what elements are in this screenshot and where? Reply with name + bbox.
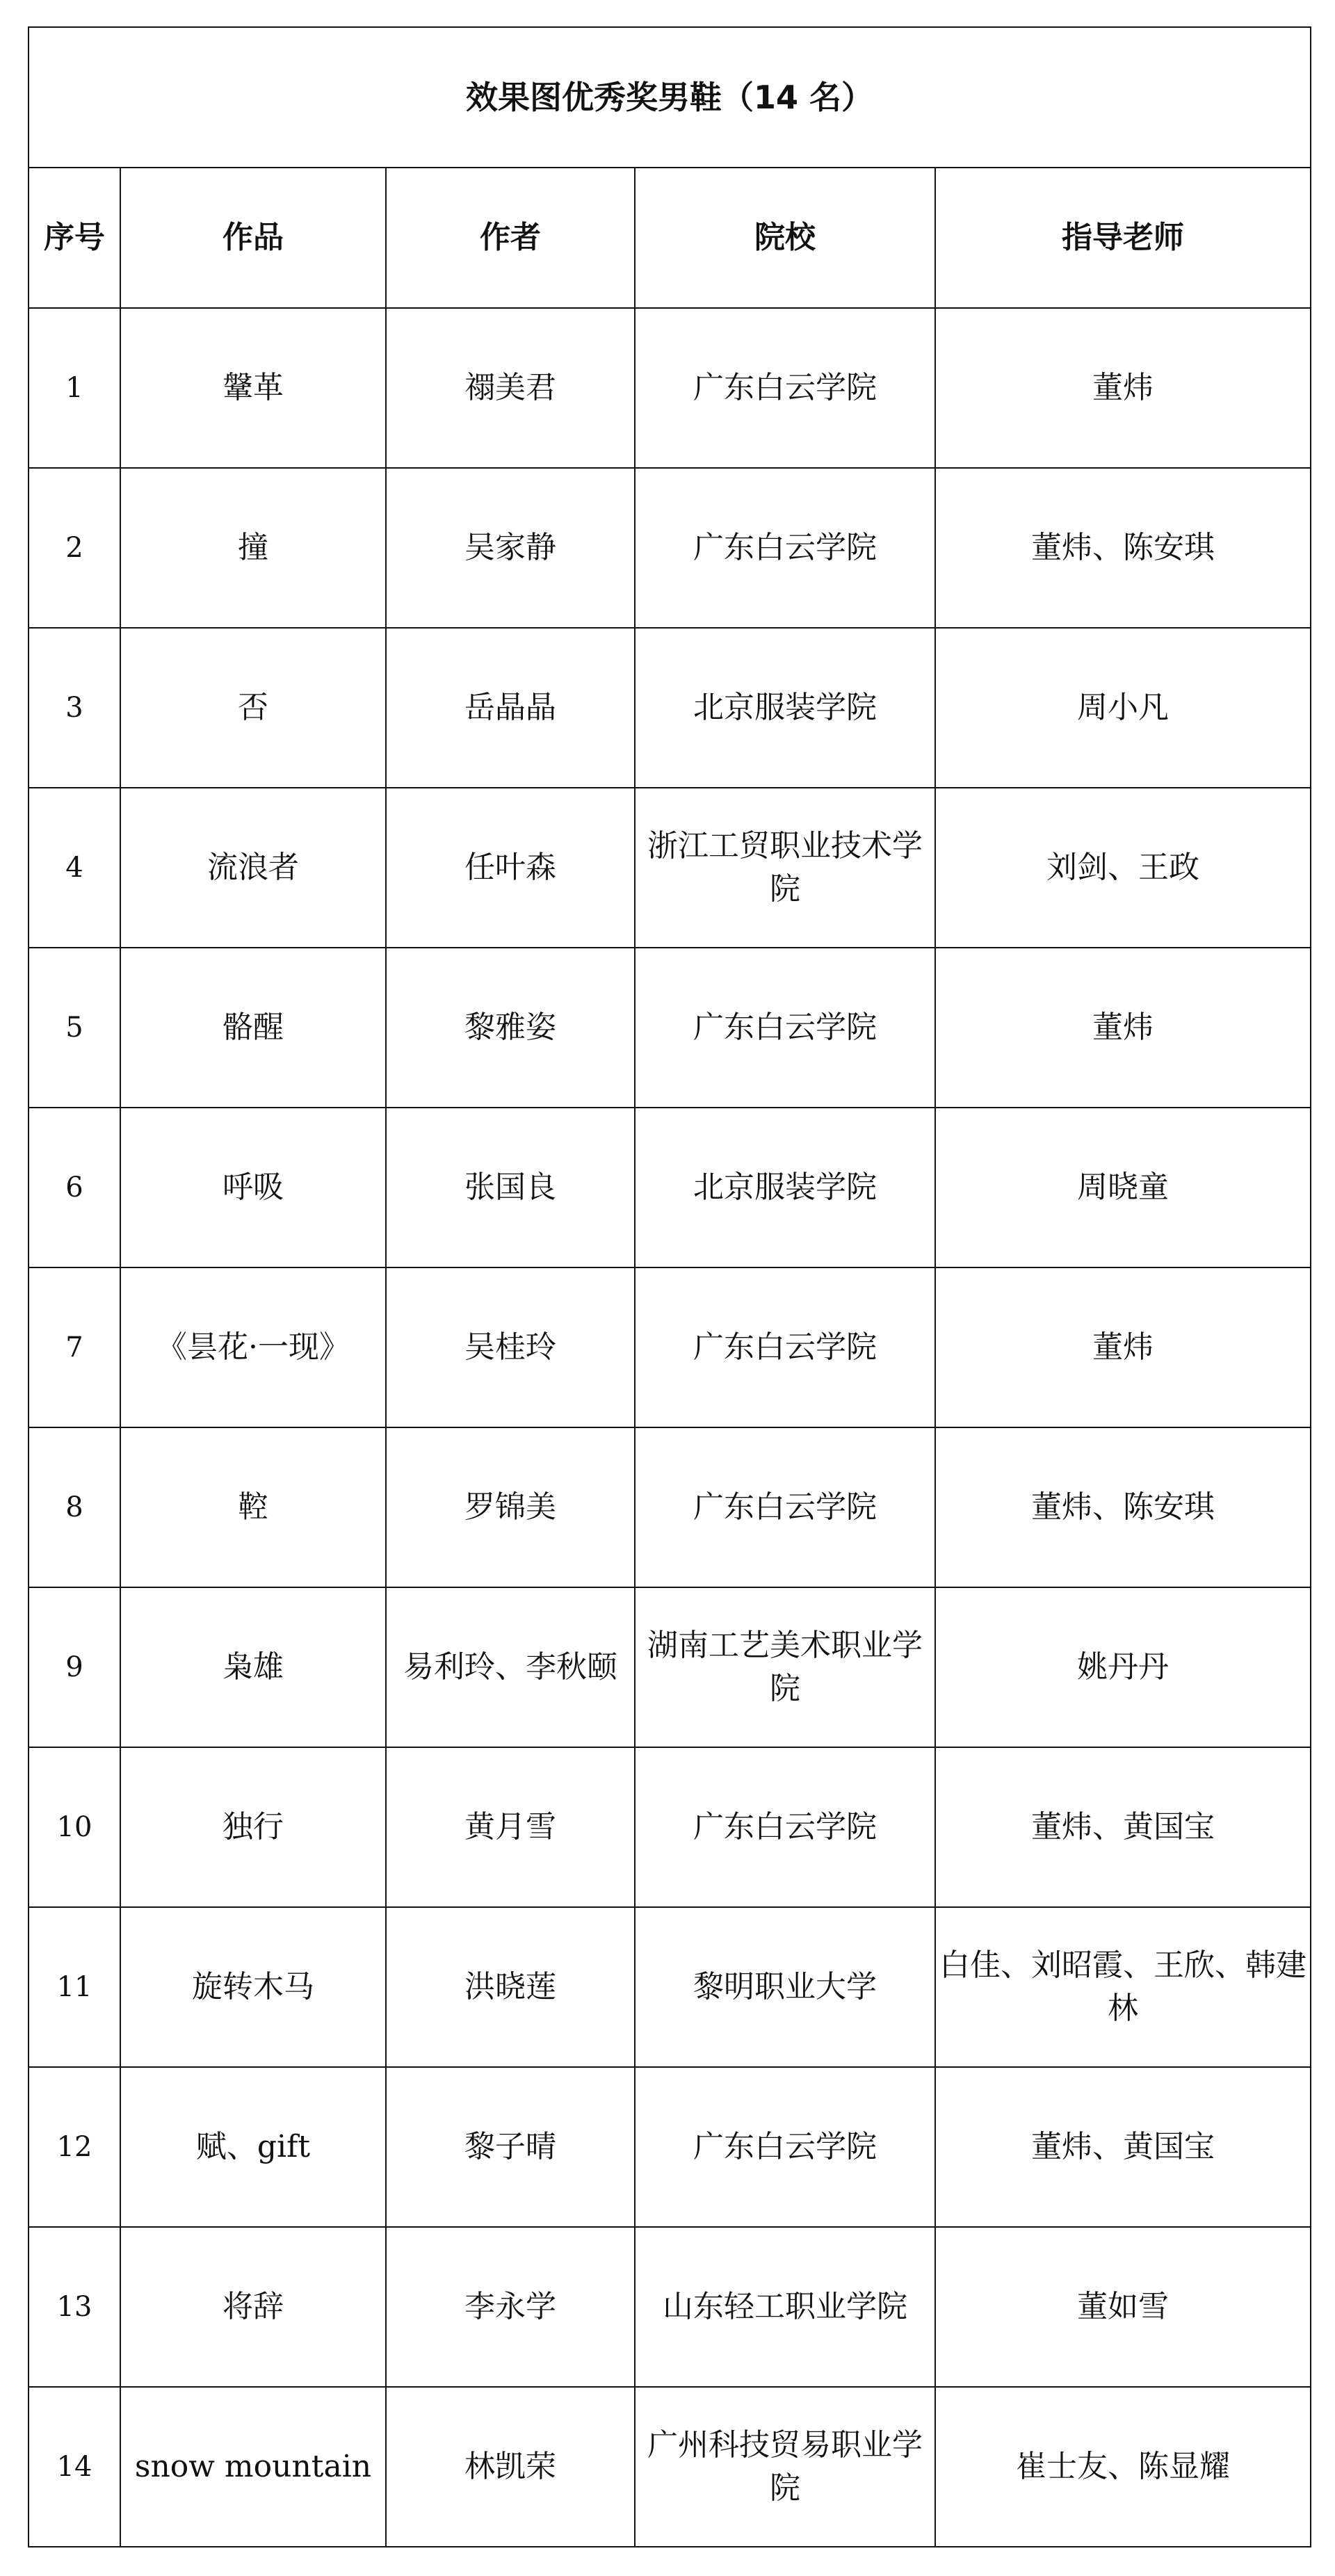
cell-author: 吴家静: [386, 468, 635, 628]
table-row: [29, 1108, 1311, 1267]
table-row: [29, 2387, 1311, 2547]
cell-teacher: 周小凡: [935, 628, 1311, 788]
cell-author: 岳晶晶: [386, 628, 635, 788]
table-row: [29, 1747, 1311, 1907]
cell-teacher: 董炜: [935, 1267, 1311, 1427]
cell-teacher: 刘剑、王政: [935, 788, 1311, 948]
cell-school: 北京服装学院: [635, 628, 935, 788]
table-row: [29, 308, 1311, 468]
cell-teacher: 白佳、刘昭霞、王欣、韩建林: [935, 1907, 1311, 2067]
cell-school: 广东白云学院: [635, 1747, 935, 1907]
cell-no: 11: [29, 1907, 120, 2067]
cell-school: 北京服装学院: [635, 1108, 935, 1267]
cell-no: 6: [29, 1108, 120, 1267]
cell-teacher: 董炜: [935, 308, 1311, 468]
cell-school: 广东白云学院: [635, 1427, 935, 1587]
cell-no: 10: [29, 1747, 120, 1907]
cell-teacher: 董炜、陈安琪: [935, 468, 1311, 628]
cell-author: 吴桂玲: [386, 1267, 635, 1427]
cell-teacher: 崔士友、陈显耀: [935, 2387, 1311, 2547]
cell-work: 否: [120, 628, 386, 788]
cell-no: 3: [29, 628, 120, 788]
cell-teacher: 董如雪: [935, 2227, 1311, 2387]
cell-school: 广东白云学院: [635, 2067, 935, 2227]
cell-author: 罗锦美: [386, 1427, 635, 1587]
cell-author: 黎子晴: [386, 2067, 635, 2227]
header-row: [29, 168, 1311, 308]
table-row: [29, 2227, 1311, 2387]
cell-no: 12: [29, 2067, 120, 2227]
cell-work: 《昙花·一现》: [120, 1267, 386, 1427]
table-row: [29, 788, 1311, 948]
header-work: 作品: [120, 168, 386, 308]
cell-no: 8: [29, 1427, 120, 1587]
cell-school: 广州科技贸易职业学院: [635, 2387, 935, 2547]
title-row: [29, 27, 1311, 168]
table-row: [29, 1907, 1311, 2067]
cell-work: 呼吸: [120, 1108, 386, 1267]
cell-school: 广东白云学院: [635, 948, 935, 1108]
cell-school: 广东白云学院: [635, 308, 935, 468]
cell-work: 鞚: [120, 1427, 386, 1587]
cell-teacher: 董炜、陈安琪: [935, 1427, 1311, 1587]
header-teacher: 指导老师: [935, 168, 1311, 308]
cell-author: 禤美君: [386, 308, 635, 468]
cell-no: 4: [29, 788, 120, 948]
cell-school: 广东白云学院: [635, 468, 935, 628]
cell-work: 将辞: [120, 2227, 386, 2387]
cell-no: 13: [29, 2227, 120, 2387]
table-row: [29, 628, 1311, 788]
cell-no: 5: [29, 948, 120, 1108]
cell-author: 洪晓莲: [386, 1907, 635, 2067]
table-row: [29, 948, 1311, 1108]
cell-author: 林凯荣: [386, 2387, 635, 2547]
cell-work: 流浪者: [120, 788, 386, 948]
cell-author: 李永学: [386, 2227, 635, 2387]
header-no: 序号: [29, 168, 120, 308]
cell-work: 独行: [120, 1747, 386, 1907]
cell-teacher: 周晓童: [935, 1108, 1311, 1267]
cell-school: 黎明职业大学: [635, 1907, 935, 2067]
cell-teacher: 董炜、黄国宝: [935, 1747, 1311, 1907]
table-row: [29, 1427, 1311, 1587]
cell-author: 张国良: [386, 1108, 635, 1267]
header-author: 作者: [386, 168, 635, 308]
cell-work: 鞶革: [120, 308, 386, 468]
cell-school: 浙江工贸职业技术学院: [635, 788, 935, 948]
cell-author: 黄月雪: [386, 1747, 635, 1907]
cell-author: 任叶森: [386, 788, 635, 948]
cell-teacher: 董炜、黄国宝: [935, 2067, 1311, 2227]
cell-school: 湖南工艺美术职业学院: [635, 1587, 935, 1747]
cell-author: 黎雅姿: [386, 948, 635, 1108]
table-row: [29, 1587, 1311, 1747]
cell-work: 骼醒: [120, 948, 386, 1108]
table-row: [29, 1267, 1311, 1427]
cell-school: 山东轻工职业学院: [635, 2227, 935, 2387]
table-row: [29, 468, 1311, 628]
cell-no: 7: [29, 1267, 120, 1427]
cell-teacher: 姚丹丹: [935, 1587, 1311, 1747]
table-row: [29, 2067, 1311, 2227]
cell-no: 14: [29, 2387, 120, 2547]
cell-school: 广东白云学院: [635, 1267, 935, 1427]
header-school: 院校: [635, 168, 935, 308]
cell-work: 旋转木马: [120, 1907, 386, 2067]
cell-work: 撞: [120, 468, 386, 628]
cell-author: 易利玲、李秋颐: [386, 1587, 635, 1747]
cell-work: 赋、gift: [120, 2067, 386, 2227]
cell-teacher: 董炜: [935, 948, 1311, 1108]
cell-no: 2: [29, 468, 120, 628]
cell-work: 枭雄: [120, 1587, 386, 1747]
table-title: 效果图优秀奖男鞋（14 名）: [29, 27, 1311, 168]
cell-no: 1: [29, 308, 120, 468]
cell-work: snow mountain: [120, 2387, 386, 2547]
award-table: [28, 26, 1311, 2547]
cell-no: 9: [29, 1587, 120, 1747]
